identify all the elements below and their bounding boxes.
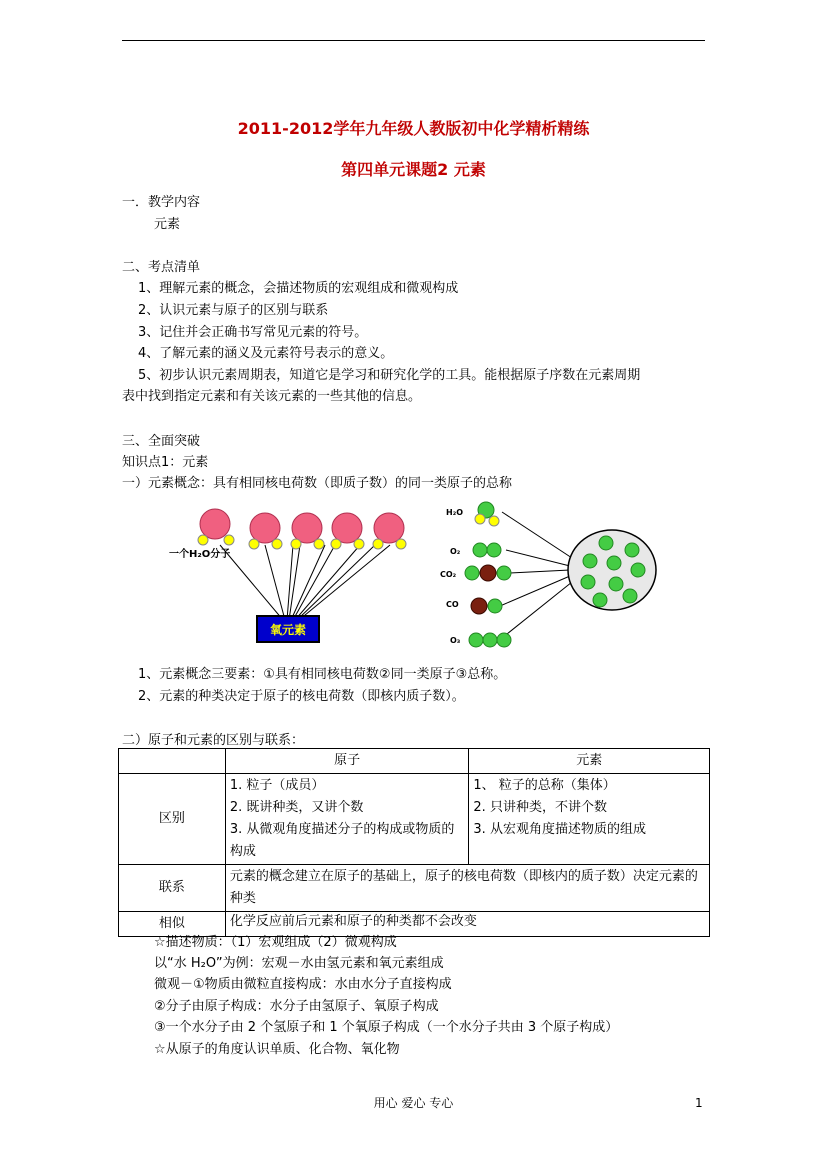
- oxygen-atoms-figure: [440, 498, 660, 658]
- cell-line: 1. 粒子（成员）: [229, 778, 325, 793]
- list-item: 5、初步认识元素周期表，知道它是学习和研究化学的工具。能根据原子序数在元素周期: [138, 368, 641, 383]
- water-molecule-icon: [291, 513, 324, 549]
- oxygen-element-figure: [165, 500, 425, 650]
- list-item: 3、记住并会正确书写常见元素的符号。: [138, 325, 368, 340]
- list-item: 表中找到指定元素和有关该元素的一些其他的信息。: [122, 389, 422, 404]
- cell-line: 2. 只讲种类，不讲个数: [473, 800, 607, 815]
- cell-line: 1、 粒子的总称（集体）: [473, 778, 616, 793]
- table-cell: 元素的概念建立在原子的基础上，原子的核电荷数（即核内的质子数）决定元素的种类: [225, 865, 709, 912]
- comparison-table: [118, 748, 710, 937]
- list-item: 1、理解元素的概念，会描述物质的宏观组成和微观构成: [138, 281, 459, 296]
- paragraph-line: ②分子由原子构成：水分子由氢原子、氧原子构成: [154, 999, 439, 1014]
- paragraph-line: 以“水 H₂O”为例：宏观－水由氢元素和氧元素组成: [154, 956, 444, 971]
- row-label: 联系: [119, 865, 226, 912]
- row-label: 区别: [119, 774, 226, 865]
- table-cell: 化学反应前后元素和原子的种类都不会改变: [225, 912, 709, 937]
- table-header-element: 元素: [469, 749, 710, 774]
- doc-title: 2011-2012学年九年级人教版初中化学精析精练: [237, 119, 590, 138]
- water-molecule-icon: [249, 513, 282, 549]
- molecule-label: 一个H₂O分子: [169, 549, 231, 560]
- molecule-label: H₂O: [446, 508, 463, 517]
- water-molecule-icon: [373, 513, 406, 549]
- molecule-label: O₂: [450, 547, 461, 556]
- page-number: 1: [695, 1096, 703, 1110]
- paragraph-line: ③一个水分子由 2 个氢原子和 1 个氧原子构成（一个水分子共由 3 个原子构成）: [154, 1020, 619, 1035]
- doc-subtitle: 第四单元课题2 元素: [341, 160, 486, 179]
- table-cell: [469, 774, 710, 865]
- list-item: 4、了解元素的涵义及元素符号表示的意义。: [138, 346, 394, 361]
- section3-heading: 三、全面突破: [122, 434, 201, 449]
- table-row: [119, 749, 710, 774]
- list-item: 2、认识元素与原子的区别与联系: [138, 303, 329, 318]
- table-cell: [119, 749, 226, 774]
- molecule-label: O₃: [450, 636, 461, 645]
- paragraph-line: ☆描述物质：（1）宏观组成（2）微观构成: [154, 935, 397, 950]
- table-row: [119, 774, 710, 865]
- water-molecule-icon: [331, 513, 364, 549]
- element-point: 1、元素概念三要素：①具有相同核电荷数②同一类原子③总称。: [138, 667, 507, 682]
- element-box-label: 氧元素: [269, 623, 307, 637]
- element-definition: 一）元素概念：具有相同核电荷数（即质子数）的同一类原子的总称: [122, 476, 513, 491]
- cell-line: 3. 从微观角度描述分子的构成或物质的构成: [229, 822, 455, 859]
- table-row: [119, 865, 710, 912]
- cell-line: 2. 既讲种类，又讲个数: [229, 800, 364, 815]
- molecule-label: CO: [446, 600, 459, 609]
- table-caption: 二）原子和元素的区别与联系：: [122, 733, 305, 748]
- knowledge-point: 知识点1：元素: [122, 455, 209, 470]
- table-cell: [225, 774, 469, 865]
- table-header-atom: 原子: [225, 749, 469, 774]
- water-molecule-icon: [198, 509, 234, 545]
- element-point: 2、元素的种类决定于原子的核电荷数（即核内质子数）。: [138, 689, 465, 704]
- paragraph-line: 微观－①物质由微粒直接构成：水由水分子直接构成: [154, 977, 452, 992]
- section1-body: 元素: [154, 217, 181, 232]
- page-footer: 用心 爱心 专心: [373, 1096, 454, 1110]
- paragraph-line: ☆从原子的角度认识单质、化合物、氧化物: [154, 1042, 400, 1057]
- section2-heading: 二、考点清单: [122, 260, 201, 275]
- molecule-label: CO₂: [440, 570, 457, 579]
- section1-heading: 一．教学内容: [122, 195, 201, 210]
- header-rule: [122, 40, 705, 41]
- row-label: 相似: [119, 912, 226, 937]
- cell-line: 3. 从宏观角度描述物质的组成: [473, 822, 646, 837]
